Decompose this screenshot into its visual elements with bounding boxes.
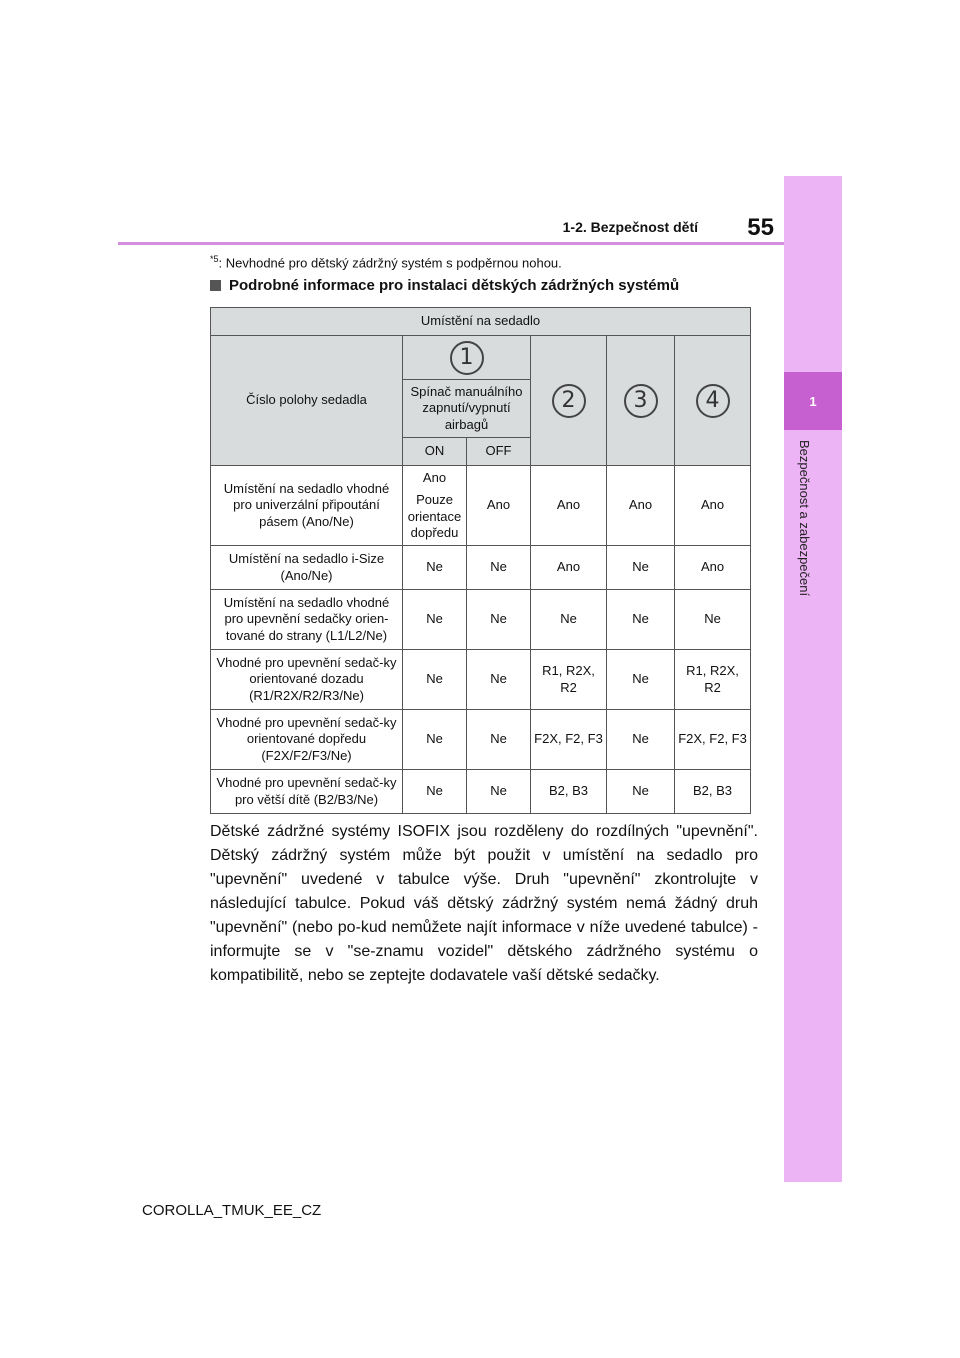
- cell-on: Ne: [403, 650, 467, 710]
- cell-off: Ne: [467, 650, 531, 710]
- square-bullet-icon: [210, 280, 221, 291]
- cell-off: Ne: [467, 546, 531, 590]
- seat-3-header: [607, 336, 675, 466]
- subheading-text: Podrobné informace pro instalaci dětských zádržných systémů: [229, 277, 680, 294]
- cell-seat-4: Ne: [675, 590, 751, 650]
- cell-off: Ano: [467, 466, 531, 546]
- table-row: [211, 710, 751, 770]
- cell-seat-4: F2X, F2, F3: [675, 710, 751, 770]
- header-divider: [118, 242, 784, 245]
- airbag-switch-label: Spínač manuálního zapnutí/vypnutí airbagů: [403, 380, 531, 438]
- cell-seat-3: Ne: [607, 590, 675, 650]
- section-title: 1-2. Bezpečnost dětí: [562, 219, 698, 235]
- chapter-number-tab[interactable]: 1: [784, 372, 842, 430]
- seat-2-header: [531, 336, 607, 466]
- footnote: [210, 254, 562, 270]
- switch-state-on: ON: [403, 438, 467, 466]
- table-row: [211, 590, 751, 650]
- chapter-side-tab: [784, 176, 842, 1182]
- chapter-label: Bezpečnost a zabezpečení: [797, 440, 812, 597]
- isofix-table: [210, 307, 751, 814]
- cell-on: [403, 466, 467, 546]
- row-label: Umístění na sedadlo i-Size (Ano/Ne): [211, 546, 403, 590]
- cell-seat-4: B2, B3: [675, 770, 751, 814]
- cell-on-line2: Pouze orientace dopředu: [407, 492, 462, 540]
- cell-seat-2: Ne: [531, 590, 607, 650]
- cell-seat-4: R1, R2X, R2: [675, 650, 751, 710]
- seat-number-2-icon: 2: [552, 384, 586, 418]
- seat-number-3-icon: 3: [624, 384, 658, 418]
- cell-seat-2: B2, B3: [531, 770, 607, 814]
- body-paragraph: Dětské zádržné systémy ISOFIX jsou rozděleny do rozdílných "upevnění". Dětský zádržný systém může být použit v umístění na sedadlo pro "upevnění" uvedené v tabulce výše. Druh "upevnění" zkontrolujte v následující tabulce. Pokud váš dětský zádržný systém nemá žádný druh "upevnění" (nebo po-kud nemůžete najít informace v níže uvedené tabulce) - informujte se v "se-znamu vozidel" dětského zádržného systému o kompatibilitě, nebo se zeptejte dodavatele vaší dětské sedačky.: [210, 823, 758, 984]
- footnote-mark: *5: [210, 254, 219, 264]
- table-top-header: Umístění na sedadlo: [211, 308, 751, 336]
- cell-off: Ne: [467, 590, 531, 650]
- cell-seat-3: Ne: [607, 770, 675, 814]
- cell-off: Ne: [467, 710, 531, 770]
- row-label: Vhodné pro upevnění sedač-ky pro větší dítě (B2/B3/Ne): [211, 770, 403, 814]
- footnote-text: : Nevhodné pro dětský zádržný systém s podpěrnou nohou.: [218, 255, 562, 271]
- cell-seat-2: R1, R2X, R2: [531, 650, 607, 710]
- seat-number-4-icon: 4: [696, 384, 730, 418]
- seat-number-1-icon: 1: [450, 341, 484, 375]
- switch-state-off: OFF: [467, 438, 531, 466]
- cell-on: Ne: [403, 546, 467, 590]
- page-number: 55: [747, 214, 774, 241]
- cell-on: Ne: [403, 710, 467, 770]
- subheading: [210, 277, 679, 294]
- seat-1-header: [403, 336, 531, 380]
- table-row: [211, 546, 751, 590]
- cell-on-line1: Ano: [422, 470, 447, 485]
- table-row: [211, 770, 751, 814]
- cell-seat-2: Ano: [531, 466, 607, 546]
- seat-position-label: Číslo polohy sedadla: [211, 336, 403, 466]
- cell-seat-4: Ano: [675, 466, 751, 546]
- cell-on: Ne: [403, 770, 467, 814]
- cell-seat-3: Ano: [607, 466, 675, 546]
- cell-seat-4: Ano: [675, 546, 751, 590]
- cell-seat-3: Ne: [607, 650, 675, 710]
- cell-seat-2: F2X, F2, F3: [531, 710, 607, 770]
- cell-off: Ne: [467, 770, 531, 814]
- row-label: Vhodné pro upevnění sedač-ky orientované dopředu (F2X/F2/F3/Ne): [211, 710, 403, 770]
- table-row: [211, 466, 751, 546]
- cell-on: Ne: [403, 590, 467, 650]
- table-row: [211, 650, 751, 710]
- row-label: Umístění na sedadlo vhodné pro upevnění sedačky orien-tované do strany (L1/L2/Ne): [211, 590, 403, 650]
- document-code: COROLLA_TMUK_EE_CZ: [142, 1202, 322, 1219]
- cell-seat-3: Ne: [607, 710, 675, 770]
- cell-seat-3: Ne: [607, 546, 675, 590]
- row-label: Vhodné pro upevnění sedač-ky orientované dozadu (R1/R2X/R2/R3/Ne): [211, 650, 403, 710]
- cell-seat-2: Ano: [531, 546, 607, 590]
- seat-4-header: [675, 336, 751, 466]
- row-label: Umístění na sedadlo vhodné pro univerzální připoutání pásem (Ano/Ne): [211, 466, 403, 546]
